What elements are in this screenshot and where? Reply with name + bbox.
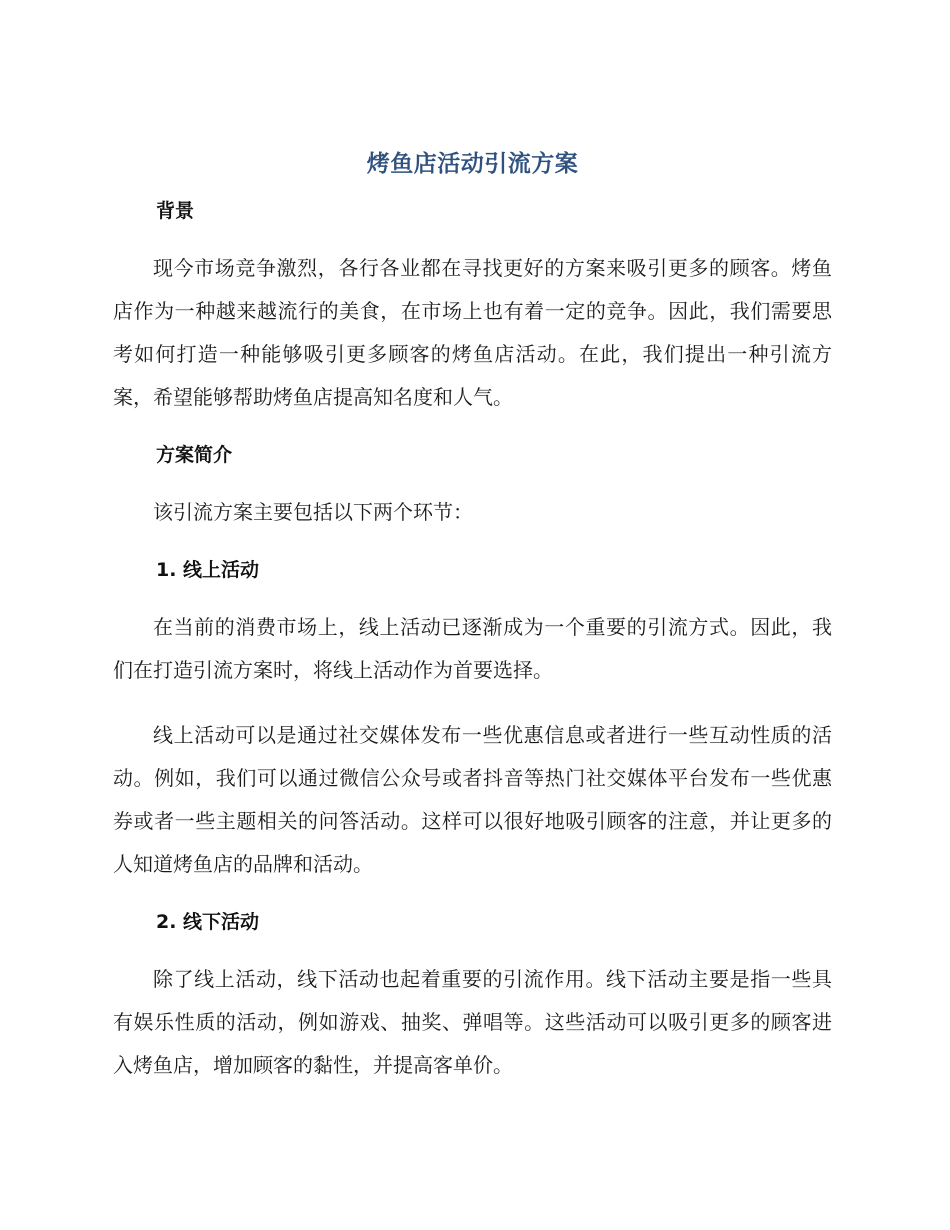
section-heading-online: 1. 线上活动 (156, 559, 260, 581)
section-heading-offline: 2. 线下活动 (156, 911, 260, 933)
document-title: 烤鱼店活动引流方案 (366, 151, 579, 177)
section-heading-background: 背景 (156, 200, 195, 222)
section-heading-overview: 方案简介 (156, 444, 233, 466)
paragraph-background: 现今市场竞争激烈，各行各业都在寻找更好的方案来吸引更多的顾客。烤鱼店作为一种越来越流行的美食，在市场上也有着一定的竞争。因此，我们需要思考如何打造一种能够吸引更多顾客的烤鱼店活动。在此，我们提出一种引流方案，希望能够帮助烤鱼店提高知名度和人气。 (113, 256, 832, 409)
paragraph-offline: 除了线上活动，线下活动也起着重要的引流作用。线下活动主要是指一些具有娱乐性质的活动，例如游戏、抽奖、弹唱等。这些活动可以吸引更多的顾客进入烤鱼店，增加顾客的黏性，并提高客单价。 (113, 967, 832, 1077)
paragraph-online-1: 在当前的消费市场上，线上活动已逐渐成为一个重要的引流方式。因此，我们在打造引流方案时，将线上活动作为首要选择。 (113, 615, 832, 682)
paragraph-online-2: 线上活动可以是通过社交媒体发布一些优惠信息或者进行一些互动性质的活动。例如，我们可以通过微信公众号或者抖音等热门社交媒体平台发布一些优惠券或者一些主题相关的问答活动。这样可以很好地吸引顾客的注意，并让更多的人知道烤鱼店的品牌和活动。 (113, 723, 832, 876)
paragraph-overview: 该引流方案主要包括以下两个环节： (153, 500, 473, 524)
